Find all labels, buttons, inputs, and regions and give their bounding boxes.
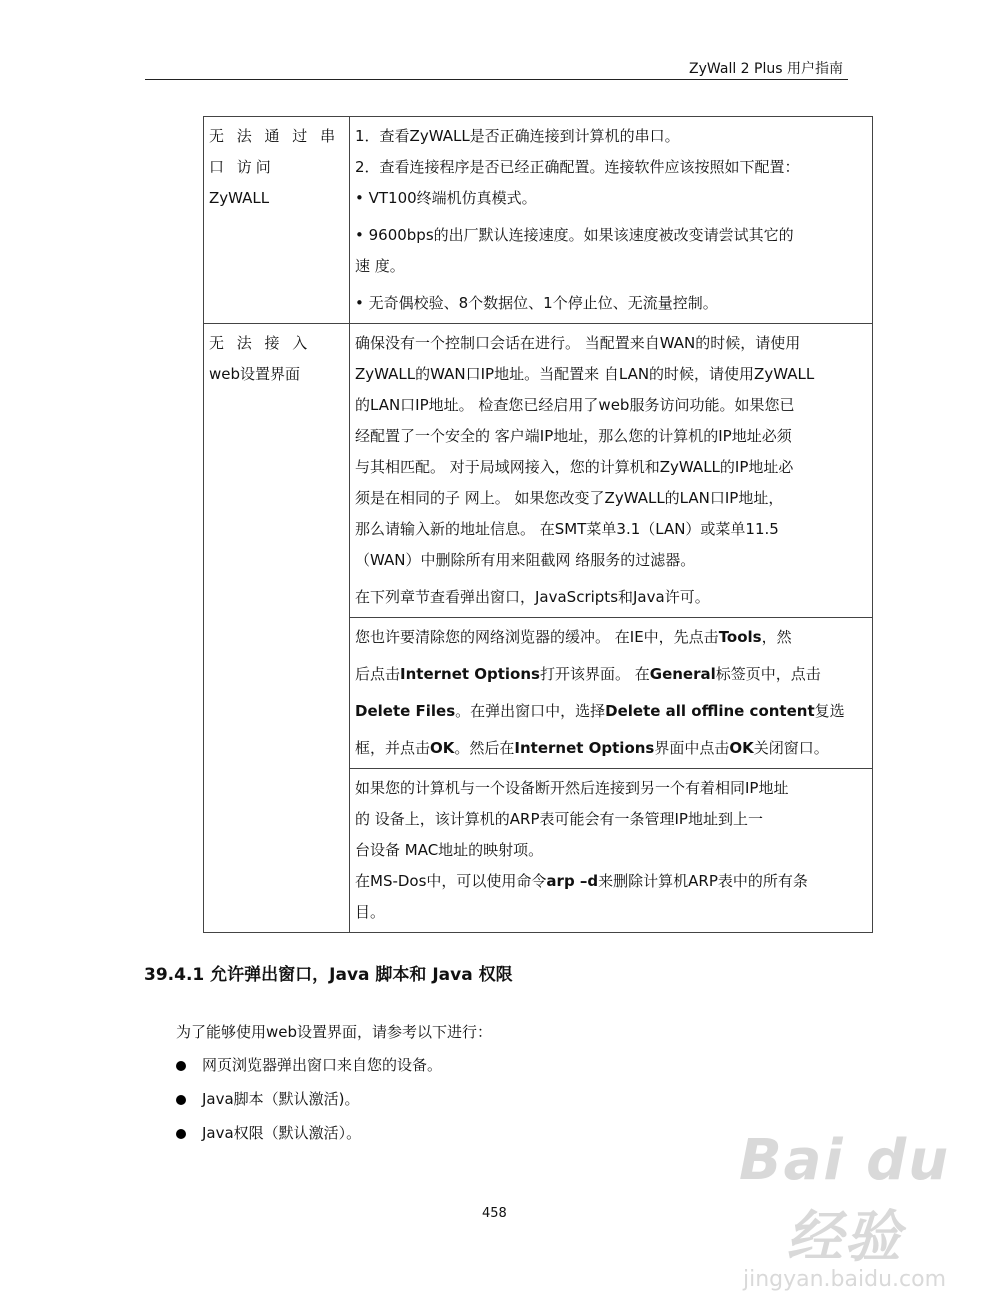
- solution-line: 与其相匹配。 对于局域网接入，您的计算机和ZyWALL的IP地址必: [355, 458, 794, 476]
- solution-line: 速 度。: [355, 257, 405, 275]
- watermark-logo: Bai du 经验: [738, 1128, 951, 1270]
- bullet-icon: [176, 1129, 186, 1139]
- solution-cell: [350, 618, 873, 769]
- solution-line: 的LAN口IP地址。 检查您已经启用了web服务访问功能。如果您已: [355, 396, 795, 414]
- solution-line: • 无奇偶校验、8个数据位、1个停止位、无流量控制。: [355, 294, 718, 312]
- solution-line: ZyWALL的WAN口IP地址。当配置来 自LAN的时候，请使用ZyWALL: [355, 365, 815, 383]
- problem-cell: [204, 117, 350, 324]
- list-item: 网页浏览器弹出窗口来自您的设备。: [176, 1054, 442, 1088]
- solution-line: 您也许要清除您的网络浏览器的缓冲。 在IE中，先点击Tools，然: [355, 628, 792, 646]
- section-heading: 39.4.1 允许弹出窗口，Java 脚本和 Java 权限: [144, 965, 513, 985]
- solution-line: 后点击Internet Options打开该界面。 在General标签页中，点击: [355, 665, 821, 683]
- solution-line: 确保没有一个控制口会话在进行。 当配置来自WAN的时候，请使用: [355, 334, 801, 352]
- list-item: Java脚本（默认激活)。: [176, 1088, 442, 1122]
- table-row: [204, 324, 873, 618]
- solution-line: （WAN）中删除所有用来阻截网 络服务的过滤器。: [355, 551, 696, 569]
- baidu-watermark: [700, 1128, 989, 1292]
- header-title: ZyWall 2 Plus 用户指南: [689, 61, 843, 77]
- watermark-url: jingyan.baidu.com: [742, 1267, 947, 1292]
- solution-line: 框，并点击OK。然后在Internet Options界面中点击OK关闭窗口。: [355, 739, 829, 757]
- solution-line: • VT100终端机仿真模式。: [355, 189, 537, 207]
- bullet-icon: [176, 1095, 186, 1105]
- solution-line: • 9600bps的出厂默认连接速度。如果该速度被改变请尝试其它的: [355, 226, 794, 244]
- bullet-list: [176, 1054, 442, 1156]
- page-number: 458: [482, 1206, 507, 1221]
- problem-line: 口 访问: [209, 158, 275, 176]
- solution-line: 如果您的计算机与一个设备断开然后连接到另一个有着相同IP地址: [355, 779, 789, 797]
- list-item: Java权限（默认激活）。: [176, 1122, 442, 1156]
- problem-line: web设置界面: [209, 365, 301, 383]
- solution-line: 在MS-Dos中，可以使用命令arp –d来删除计算机ARP表中的所有条: [355, 872, 808, 890]
- solution-cell: [350, 117, 873, 324]
- problem-line: 无 法 通 过 串: [209, 127, 340, 145]
- solution-cell: [350, 769, 873, 933]
- problem-line: ZyWALL: [209, 189, 270, 207]
- solution-line: 2．查看连接程序是否已经正确配置。连接软件应该按照如下配置：: [355, 158, 800, 176]
- solution-line: 那么请输入新的地址信息。 在SMT菜单3.1（LAN）或菜单11.5: [355, 520, 779, 538]
- header-rule: [145, 79, 848, 80]
- solution-line: 目。: [355, 903, 386, 921]
- troubleshooting-table: [203, 116, 873, 933]
- solution-line: 台设备 MAC地址的映射项。: [355, 841, 544, 859]
- solution-line: 须是在相同的子 网上。 如果您改变了ZyWALL的LAN口IP地址，: [355, 489, 784, 507]
- section-intro: 为了能够使用web设置界面，请参考以下进行：: [176, 1023, 493, 1041]
- solution-line: Delete Files。在弹出窗口中，选择Delete all offline content复选: [355, 702, 845, 720]
- solution-line: 1．查看ZyWALL是否正确连接到计算机的串口。: [355, 127, 680, 145]
- solution-line: 在下列章节查看弹出窗口，JavaScripts和Java许可。: [355, 588, 710, 606]
- solution-line: 经配置了一个安全的 客户端IP地址，那么您的计算机的IP地址必须: [355, 427, 792, 445]
- solution-line: 的 设备上，该计算机的ARP表可能会有一条管理IP地址到上一: [355, 810, 763, 828]
- solution-cell: [350, 324, 873, 618]
- problem-line: 无 法 接 入: [209, 334, 312, 352]
- bullet-icon: [176, 1061, 186, 1071]
- problem-cell: [204, 324, 350, 933]
- table-row: [204, 117, 873, 324]
